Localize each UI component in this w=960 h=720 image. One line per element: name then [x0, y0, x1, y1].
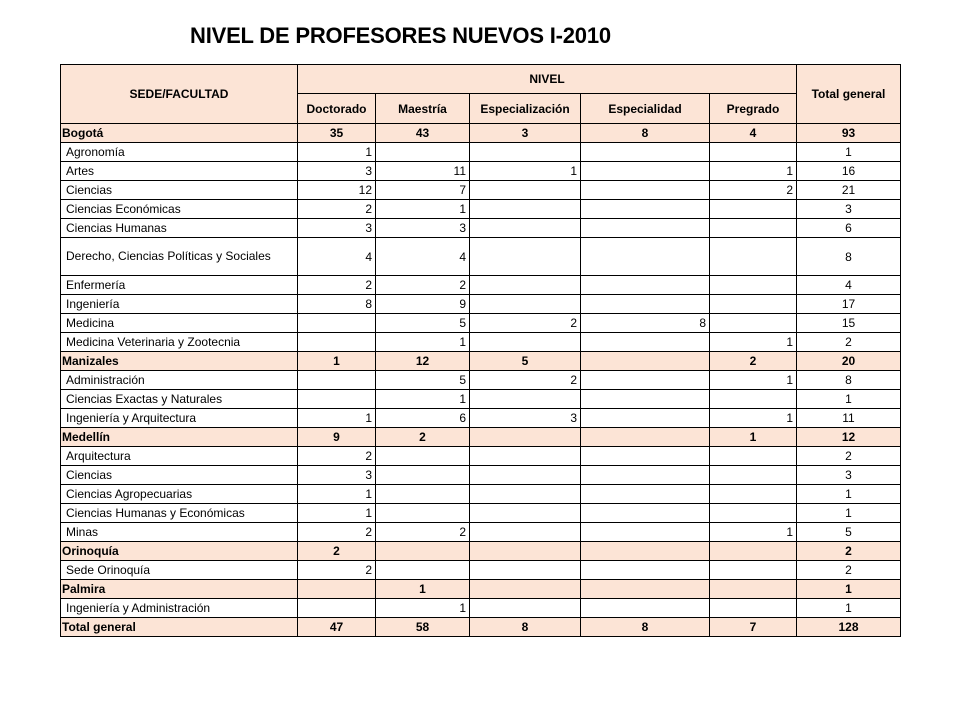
table-row — [61, 485, 901, 504]
especialidad-cell — [581, 599, 710, 618]
especializacion-cell — [470, 200, 581, 219]
pregrado-cell — [710, 561, 797, 580]
pregrado-cell: 1 — [710, 409, 797, 428]
pregrado-cell: 2 — [710, 352, 797, 371]
table-row — [61, 390, 901, 409]
header-row-1 — [61, 65, 901, 94]
doctorado-cell — [298, 371, 376, 390]
especializacion-cell — [470, 238, 581, 276]
header-sede-facultad: SEDE/FACULTAD — [61, 65, 298, 124]
doctorado-cell: 2 — [298, 523, 376, 542]
especialidad-cell — [581, 580, 710, 599]
doctorado-cell — [298, 580, 376, 599]
total-general-cell: 2 — [797, 561, 901, 580]
pregrado-cell: 2 — [710, 181, 797, 200]
doctorado-cell: 2 — [298, 200, 376, 219]
maestria-cell: 5 — [376, 314, 470, 333]
especializacion-cell — [470, 295, 581, 314]
especialidad-cell — [581, 276, 710, 295]
maestria-cell: 2 — [376, 523, 470, 542]
pregrado-cell — [710, 447, 797, 466]
table-row — [61, 143, 901, 162]
facultad-name-cell: Ciencias Humanas y Económicas — [61, 504, 298, 523]
maestria-cell: 12 — [376, 352, 470, 371]
total-general-cell: 1 — [797, 485, 901, 504]
especializacion-cell — [470, 219, 581, 238]
total-general-cell: 1 — [797, 504, 901, 523]
especialidad-cell: 8 — [581, 618, 710, 637]
especialidad-cell — [581, 428, 710, 447]
pregrado-cell — [710, 542, 797, 561]
maestria-cell: 58 — [376, 618, 470, 637]
pregrado-cell: 1 — [710, 523, 797, 542]
especialidad-cell — [581, 352, 710, 371]
maestria-cell — [376, 504, 470, 523]
especialidad-cell — [581, 466, 710, 485]
pregrado-cell — [710, 276, 797, 295]
especialidad-cell — [581, 447, 710, 466]
especialidad-cell: 8 — [581, 124, 710, 143]
maestria-cell — [376, 542, 470, 561]
pregrado-cell — [710, 143, 797, 162]
total-general-cell: 20 — [797, 352, 901, 371]
header-pregrado: Pregrado — [710, 94, 797, 124]
doctorado-cell: 4 — [298, 238, 376, 276]
especialidad-cell — [581, 181, 710, 200]
facultad-name-cell: Ciencias Agropecuarias — [61, 485, 298, 504]
pregrado-cell — [710, 200, 797, 219]
especializacion-cell — [470, 504, 581, 523]
maestria-cell — [376, 447, 470, 466]
pregrado-cell: 4 — [710, 124, 797, 143]
pregrado-cell — [710, 238, 797, 276]
total-general-cell: 6 — [797, 219, 901, 238]
total-general-cell: 8 — [797, 371, 901, 390]
doctorado-cell: 1 — [298, 409, 376, 428]
doctorado-cell: 2 — [298, 276, 376, 295]
especialidad-cell — [581, 542, 710, 561]
table-row — [61, 238, 901, 276]
total-general-cell: 16 — [797, 162, 901, 181]
total-general-cell: 3 — [797, 466, 901, 485]
total-general-cell: 1 — [797, 580, 901, 599]
facultad-name-cell: Arquitectura — [61, 447, 298, 466]
doctorado-cell: 1 — [298, 352, 376, 371]
especializacion-cell — [470, 580, 581, 599]
doctorado-cell: 47 — [298, 618, 376, 637]
especializacion-cell: 5 — [470, 352, 581, 371]
doctorado-cell: 1 — [298, 485, 376, 504]
doctorado-cell: 2 — [298, 542, 376, 561]
doctorado-cell — [298, 314, 376, 333]
table-row — [61, 276, 901, 295]
doctorado-cell: 35 — [298, 124, 376, 143]
total-general-cell: 21 — [797, 181, 901, 200]
maestria-cell: 6 — [376, 409, 470, 428]
sede-row — [61, 542, 901, 561]
maestria-cell: 2 — [376, 428, 470, 447]
table-row — [61, 447, 901, 466]
pregrado-cell — [710, 314, 797, 333]
especializacion-cell: 2 — [470, 314, 581, 333]
total-general-cell: 93 — [797, 124, 901, 143]
header-especializacion: Especialización — [470, 94, 581, 124]
sede-name-cell: Palmira — [61, 580, 298, 599]
table-row — [61, 295, 901, 314]
maestria-cell — [376, 143, 470, 162]
header-total-general: Total general — [797, 65, 901, 124]
pregrado-cell: 1 — [710, 162, 797, 181]
facultad-name-cell: Ingeniería — [61, 295, 298, 314]
table-row — [61, 181, 901, 200]
table-row — [61, 314, 901, 333]
especializacion-cell — [470, 143, 581, 162]
especializacion-cell: 3 — [470, 409, 581, 428]
facultad-name-cell: Enfermería — [61, 276, 298, 295]
especializacion-cell — [470, 390, 581, 409]
header-especialidad: Especialidad — [581, 94, 710, 124]
facultad-name-cell: Medicina Veterinaria y Zootecnia — [61, 333, 298, 352]
table-row — [61, 219, 901, 238]
professors-table — [60, 64, 901, 637]
total-general-cell: 3 — [797, 200, 901, 219]
facultad-name-cell: Sede Orinoquía — [61, 561, 298, 580]
maestria-cell: 1 — [376, 599, 470, 618]
doctorado-cell: 3 — [298, 219, 376, 238]
especializacion-cell: 2 — [470, 371, 581, 390]
especializacion-cell — [470, 428, 581, 447]
facultad-name-cell: Ingeniería y Administración — [61, 599, 298, 618]
maestria-cell: 1 — [376, 333, 470, 352]
especializacion-cell — [470, 542, 581, 561]
maestria-cell: 5 — [376, 371, 470, 390]
pregrado-cell: 1 — [710, 428, 797, 447]
especialidad-cell — [581, 200, 710, 219]
doctorado-cell: 1 — [298, 504, 376, 523]
especializacion-cell — [470, 466, 581, 485]
sede-name-cell: Manizales — [61, 352, 298, 371]
doctorado-cell: 2 — [298, 447, 376, 466]
total-general-cell: 1 — [797, 390, 901, 409]
sede-name-cell: Medellín — [61, 428, 298, 447]
doctorado-cell — [298, 390, 376, 409]
especialidad-cell — [581, 390, 710, 409]
page-title: NIVEL DE PROFESORES NUEVOS I-2010 — [190, 23, 611, 48]
table-row — [61, 561, 901, 580]
facultad-name-cell: Derecho, Ciencias Políticas y Sociales — [61, 238, 298, 276]
maestria-cell: 11 — [376, 162, 470, 181]
maestria-cell: 1 — [376, 580, 470, 599]
especializacion-cell — [470, 447, 581, 466]
sede-row — [61, 428, 901, 447]
facultad-name-cell: Minas — [61, 523, 298, 542]
facultad-name-cell: Ciencias Humanas — [61, 219, 298, 238]
pregrado-cell — [710, 504, 797, 523]
especialidad-cell — [581, 409, 710, 428]
especialidad-cell — [581, 219, 710, 238]
header-nivel: NIVEL — [298, 65, 797, 94]
especialidad-cell — [581, 295, 710, 314]
header-maestria: Maestría — [376, 94, 470, 124]
facultad-name-cell: Artes — [61, 162, 298, 181]
especializacion-cell: 1 — [470, 162, 581, 181]
total-general-cell: 2 — [797, 542, 901, 561]
pregrado-cell — [710, 485, 797, 504]
grand-total-row — [61, 618, 901, 637]
header-doctorado: Doctorado — [298, 94, 376, 124]
maestria-cell: 1 — [376, 390, 470, 409]
maestria-cell — [376, 466, 470, 485]
facultad-name-cell: Medicina — [61, 314, 298, 333]
total-general-cell: 12 — [797, 428, 901, 447]
facultad-name-cell: Administración — [61, 371, 298, 390]
especializacion-cell — [470, 181, 581, 200]
facultad-name-cell: Ingeniería y Arquitectura — [61, 409, 298, 428]
especialidad-cell — [581, 504, 710, 523]
especializacion-cell — [470, 599, 581, 618]
maestria-cell: 7 — [376, 181, 470, 200]
doctorado-cell: 3 — [298, 466, 376, 485]
facultad-name-cell: Ciencias Económicas — [61, 200, 298, 219]
maestria-cell — [376, 561, 470, 580]
especialidad-cell — [581, 143, 710, 162]
especializacion-cell: 8 — [470, 618, 581, 637]
especializacion-cell: 3 — [470, 124, 581, 143]
pregrado-cell — [710, 219, 797, 238]
maestria-cell: 4 — [376, 238, 470, 276]
doctorado-cell: 8 — [298, 295, 376, 314]
table-row — [61, 371, 901, 390]
maestria-cell: 3 — [376, 219, 470, 238]
table-row — [61, 333, 901, 352]
table-row — [61, 409, 901, 428]
especialidad-cell — [581, 485, 710, 504]
especialidad-cell: 8 — [581, 314, 710, 333]
sede-name-cell: Bogotá — [61, 124, 298, 143]
sede-row — [61, 352, 901, 371]
facultad-name-cell: Ciencias — [61, 181, 298, 200]
table-row — [61, 200, 901, 219]
total-general-cell: 128 — [797, 618, 901, 637]
total-general-cell: 8 — [797, 238, 901, 276]
maestria-cell — [376, 485, 470, 504]
doctorado-cell: 2 — [298, 561, 376, 580]
especializacion-cell — [470, 333, 581, 352]
total-general-cell: 17 — [797, 295, 901, 314]
pregrado-cell — [710, 295, 797, 314]
doctorado-cell: 12 — [298, 181, 376, 200]
especialidad-cell — [581, 561, 710, 580]
table-row — [61, 523, 901, 542]
facultad-name-cell: Ciencias Exactas y Naturales — [61, 390, 298, 409]
especialidad-cell — [581, 523, 710, 542]
doctorado-cell — [298, 333, 376, 352]
table-row — [61, 599, 901, 618]
table-body — [61, 124, 901, 637]
pregrado-cell — [710, 580, 797, 599]
table-row — [61, 162, 901, 181]
table-row — [61, 504, 901, 523]
doctorado-cell: 1 — [298, 143, 376, 162]
especializacion-cell — [470, 276, 581, 295]
pregrado-cell — [710, 390, 797, 409]
doctorado-cell — [298, 599, 376, 618]
especialidad-cell — [581, 333, 710, 352]
pregrado-cell: 1 — [710, 333, 797, 352]
total-general-cell: 1 — [797, 599, 901, 618]
total-general-cell: 11 — [797, 409, 901, 428]
especializacion-cell — [470, 485, 581, 504]
total-general-cell: 2 — [797, 333, 901, 352]
maestria-cell: 43 — [376, 124, 470, 143]
especialidad-cell — [581, 238, 710, 276]
sede-row — [61, 580, 901, 599]
maestria-cell: 1 — [376, 200, 470, 219]
sede-row — [61, 124, 901, 143]
doctorado-cell: 9 — [298, 428, 376, 447]
especializacion-cell — [470, 523, 581, 542]
especialidad-cell — [581, 371, 710, 390]
professors-table-wrapper — [60, 64, 900, 637]
pregrado-cell: 7 — [710, 618, 797, 637]
total-general-cell: 1 — [797, 143, 901, 162]
pregrado-cell — [710, 599, 797, 618]
maestria-cell: 2 — [376, 276, 470, 295]
total-general-cell: 5 — [797, 523, 901, 542]
especializacion-cell — [470, 561, 581, 580]
total-general-cell: 2 — [797, 447, 901, 466]
pregrado-cell — [710, 466, 797, 485]
doctorado-cell: 3 — [298, 162, 376, 181]
facultad-name-cell: Ciencias — [61, 466, 298, 485]
sede-name-cell: Orinoquía — [61, 542, 298, 561]
especialidad-cell — [581, 162, 710, 181]
facultad-name-cell: Agronomía — [61, 143, 298, 162]
pregrado-cell: 1 — [710, 371, 797, 390]
total-general-cell: 4 — [797, 276, 901, 295]
total-general-cell: 15 — [797, 314, 901, 333]
maestria-cell: 9 — [376, 295, 470, 314]
table-row — [61, 466, 901, 485]
grand-total-label: Total general — [61, 618, 298, 637]
